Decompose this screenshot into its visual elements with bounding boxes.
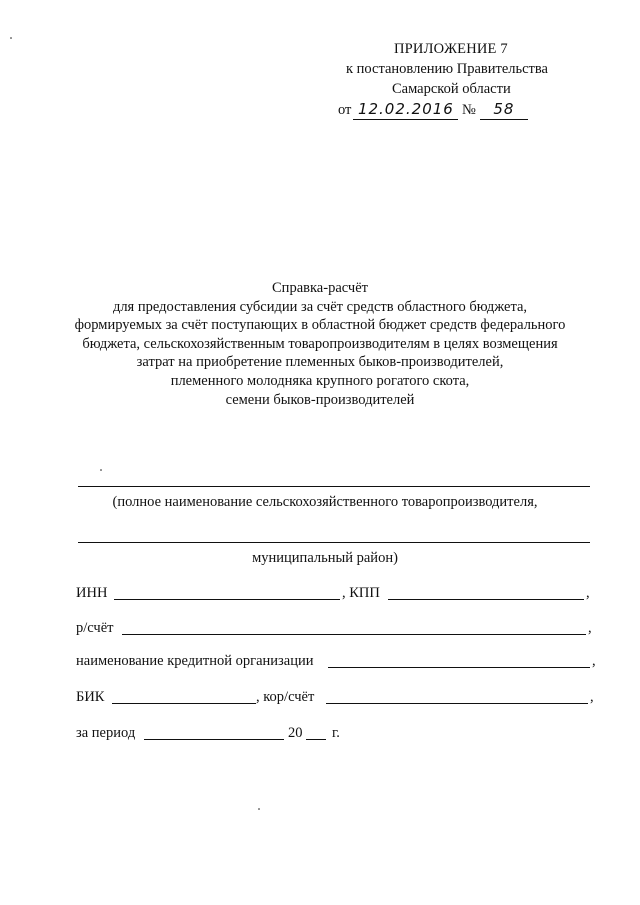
- scan-speck: [100, 469, 102, 471]
- bik-corr-row: [76, 689, 602, 709]
- corr-account-label: , кор/счёт: [256, 689, 315, 705]
- period-input[interactable]: [144, 739, 284, 740]
- document-title: [60, 279, 580, 409]
- inn-input[interactable]: [114, 599, 340, 600]
- kpp-input[interactable]: [388, 599, 584, 600]
- trailing-comma: ,: [586, 585, 590, 601]
- municipal-district-caption: муниципальный район): [252, 550, 398, 566]
- trailing-comma: ,: [592, 653, 596, 669]
- municipal-district-field[interactable]: [78, 542, 590, 543]
- corr-account-input[interactable]: [326, 703, 588, 704]
- bik-input[interactable]: [112, 703, 256, 704]
- year-suffix: г.: [332, 725, 340, 741]
- date-prefix: от: [338, 102, 352, 118]
- bank-label: наименование кредитной организации: [76, 653, 314, 669]
- title-line: для предоставления субсидии за счёт средств областного бюджета,: [112, 298, 528, 315]
- appendix-date-number-line: [338, 100, 528, 120]
- appendix-title: ПРИЛОЖЕНИЕ 7: [394, 41, 508, 57]
- title-line: затрат на приобретение племенных быков-производителей,: [136, 354, 504, 371]
- account-label: р/счёт: [76, 620, 114, 636]
- period-row: [76, 725, 602, 745]
- bank-input[interactable]: [328, 667, 590, 668]
- title-line: племенного молодняка крупного рогатого скота,: [170, 372, 470, 389]
- scan-speck: [10, 37, 12, 39]
- number-prefix: №: [462, 102, 476, 118]
- appendix-reference: к постановлению Правительства: [346, 61, 548, 77]
- account-input[interactable]: [122, 634, 586, 635]
- appendix-region: Самарской области: [392, 81, 511, 97]
- bik-label: БИК: [76, 689, 105, 705]
- producer-name-caption: (полное наименование сельскохозяйственного товаропроизводителя,: [112, 494, 538, 510]
- trailing-comma: ,: [588, 620, 592, 636]
- trailing-comma: ,: [590, 689, 594, 705]
- kpp-label: , КПП: [342, 585, 380, 601]
- year-prefix: 20: [288, 725, 303, 741]
- title-line: семени быков-производителей: [225, 391, 415, 408]
- title-line: формируемых за счёт поступающих в областной бюджет средств федерального: [74, 317, 566, 334]
- bank-row: [76, 653, 602, 673]
- scan-speck: [258, 808, 260, 810]
- resolution-number-field[interactable]: 58: [480, 100, 528, 120]
- inn-label: ИНН: [76, 585, 108, 601]
- account-row: [76, 620, 602, 640]
- title-line: Справка-расчёт: [272, 280, 368, 296]
- resolution-date-field[interactable]: 12.02.2016: [353, 100, 458, 120]
- inn-kpp-row: [76, 585, 602, 605]
- title-line: бюджета, сельскохозяйственным товаропроизводителям в целях возмещения: [82, 335, 558, 352]
- producer-name-field[interactable]: [78, 486, 590, 487]
- year-input[interactable]: [306, 739, 326, 740]
- period-label: за период: [76, 725, 136, 741]
